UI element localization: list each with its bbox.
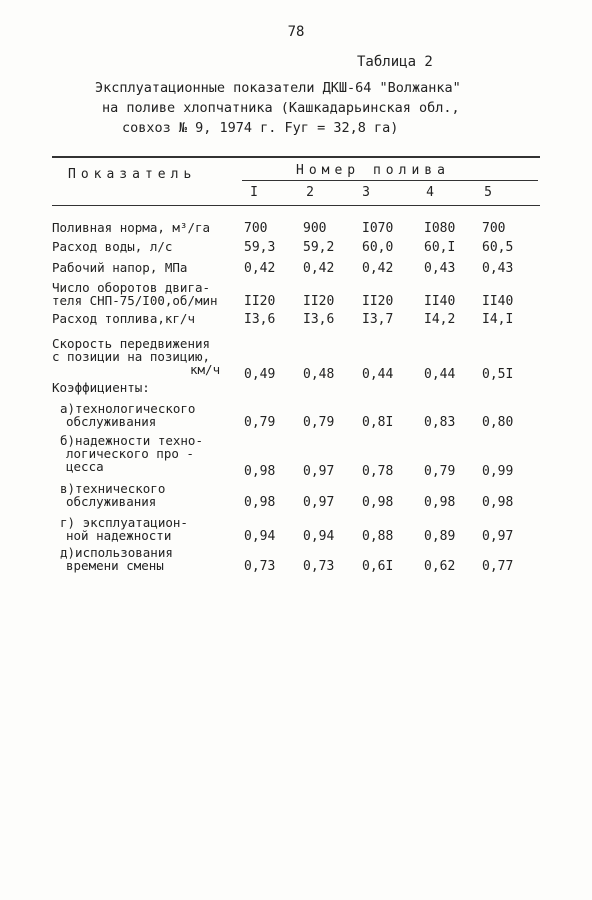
table-cell: 0,73	[244, 559, 276, 574]
table-cell: 0,79	[244, 415, 276, 430]
row-label	[52, 402, 242, 428]
table-cell: 700	[482, 221, 506, 236]
table-cell: 0,98	[244, 464, 276, 479]
heading-line-3: совхоз № 9, 1974 г. Fуг = 32,8 га)	[122, 120, 399, 136]
header-indicator: Показатель	[68, 167, 197, 182]
row-label-line: с позиции на позицию,	[52, 349, 211, 364]
table-cell: I3,6	[303, 312, 335, 327]
table-cell: 0,42	[244, 261, 276, 276]
column-header-5: 5	[484, 185, 492, 200]
row-label-line: Расход воды, л/с	[52, 239, 173, 254]
table-heading	[95, 78, 515, 138]
row-label	[52, 434, 242, 473]
table-caption: Таблица 2	[357, 54, 433, 70]
row-label	[52, 337, 242, 376]
table-cell: 700	[244, 221, 268, 236]
table-cell: 0,42	[303, 261, 335, 276]
row-label-line: цесса	[66, 459, 104, 474]
table-cell: I3,6	[244, 312, 276, 327]
table-cell: 0,94	[303, 529, 335, 544]
row-label-line: Расход топлива,кг/ч	[52, 311, 195, 326]
table-cell: 0,43	[482, 261, 514, 276]
row-label-line: б)надежности техно-	[60, 433, 203, 448]
table-cell: 0,79	[424, 464, 456, 479]
table-header-bottom-rule	[52, 205, 540, 206]
row-label-line: ной надежности	[66, 528, 172, 543]
table-cell: 0,73	[303, 559, 335, 574]
table-cell: 0,97	[303, 495, 335, 510]
row-label-line: в)технического	[60, 481, 166, 496]
row-label-line: Скорость передвижения	[52, 336, 211, 351]
table-cell: 0,98	[362, 495, 394, 510]
table-cell: 59,2	[303, 240, 335, 255]
table-cell: 0,94	[244, 529, 276, 544]
table-cell: 0,99	[482, 464, 514, 479]
table-cell: I4,2	[424, 312, 456, 327]
table-cell: I3,7	[362, 312, 394, 327]
row-label-line: логического про -	[66, 446, 194, 461]
table-cell: 0,49	[244, 367, 276, 382]
row-label-line: д)использования	[60, 545, 173, 560]
row-label	[52, 482, 242, 508]
table-cell: 59,3	[244, 240, 276, 255]
row-label	[52, 381, 242, 394]
row-label-line: теля СНП-75/I00,об/мин	[52, 293, 218, 308]
table-cell: I4,I	[482, 312, 514, 327]
row-label-line: Число оборотов двига-	[52, 280, 211, 295]
table-cell: 900	[303, 221, 327, 236]
row-label	[52, 546, 242, 572]
row-label-line: км/ч	[190, 362, 221, 377]
row-label-line: Рабочий напор, МПа	[52, 260, 188, 275]
table-cell: I080	[424, 221, 456, 236]
table-cell: II20	[244, 294, 276, 309]
column-header-1: I	[250, 185, 258, 200]
table-cell: 0,6I	[362, 559, 394, 574]
row-label-line: обслуживания	[66, 494, 157, 509]
table-cell: 0,44	[362, 367, 394, 382]
row-label	[52, 261, 242, 274]
table-cell: 0,77	[482, 559, 514, 574]
table-cell: II20	[303, 294, 335, 309]
table-cell: I070	[362, 221, 394, 236]
table-cell: 0,98	[482, 495, 514, 510]
table-cell: 0,80	[482, 415, 514, 430]
row-label	[52, 221, 242, 234]
table-cell: 60,5	[482, 240, 514, 255]
row-label-line: г) эксплуатацион-	[60, 515, 188, 530]
table-cell: 0,48	[303, 367, 335, 382]
table-cell: 0,79	[303, 415, 335, 430]
table-cell: 0,62	[424, 559, 456, 574]
table-cell: 0,42	[362, 261, 394, 276]
table-cell: 0,97	[482, 529, 514, 544]
table-cell: 0,89	[424, 529, 456, 544]
table-cell: 0,98	[244, 495, 276, 510]
header-group-underline	[242, 180, 538, 181]
table-cell: 0,5I	[482, 367, 514, 382]
header-group: Номер полива	[296, 163, 450, 178]
row-label-line: а)технологического	[60, 401, 196, 416]
row-label	[52, 281, 242, 307]
table-cell: 0,44	[424, 367, 456, 382]
table-cell: 0,97	[303, 464, 335, 479]
table-cell: II40	[482, 294, 514, 309]
column-header-2: 2	[306, 185, 314, 200]
table-cell: 60,0	[362, 240, 394, 255]
table-cell: 0,88	[362, 529, 394, 544]
table-cell: 0,8I	[362, 415, 394, 430]
table-cell: 0,83	[424, 415, 456, 430]
heading-line-1: Эксплуатационные показатели ДКШ-64 "Волжанка"	[95, 80, 461, 96]
page-number: 78	[287, 24, 305, 40]
row-label	[52, 516, 242, 542]
table-cell: 0,43	[424, 261, 456, 276]
heading-line-2: на поливе хлопчатника (Кашкадарьинская обл.,	[102, 100, 460, 116]
table-cell: II20	[362, 294, 394, 309]
row-label	[52, 240, 242, 253]
row-label-line: Поливная норма, м³/га	[52, 220, 211, 235]
table-cell: 60,I	[424, 240, 456, 255]
row-label-line: времени смены	[66, 558, 164, 573]
row-label-line: Коэффициенты:	[52, 380, 150, 395]
table-cell: II40	[424, 294, 456, 309]
table-cell: 0,98	[424, 495, 456, 510]
row-label-line: обслуживания	[66, 414, 157, 429]
column-header-4: 4	[426, 185, 434, 200]
row-label	[52, 312, 242, 325]
table-top-rule	[52, 156, 540, 158]
column-header-3: 3	[362, 185, 370, 200]
table-cell: 0,78	[362, 464, 394, 479]
